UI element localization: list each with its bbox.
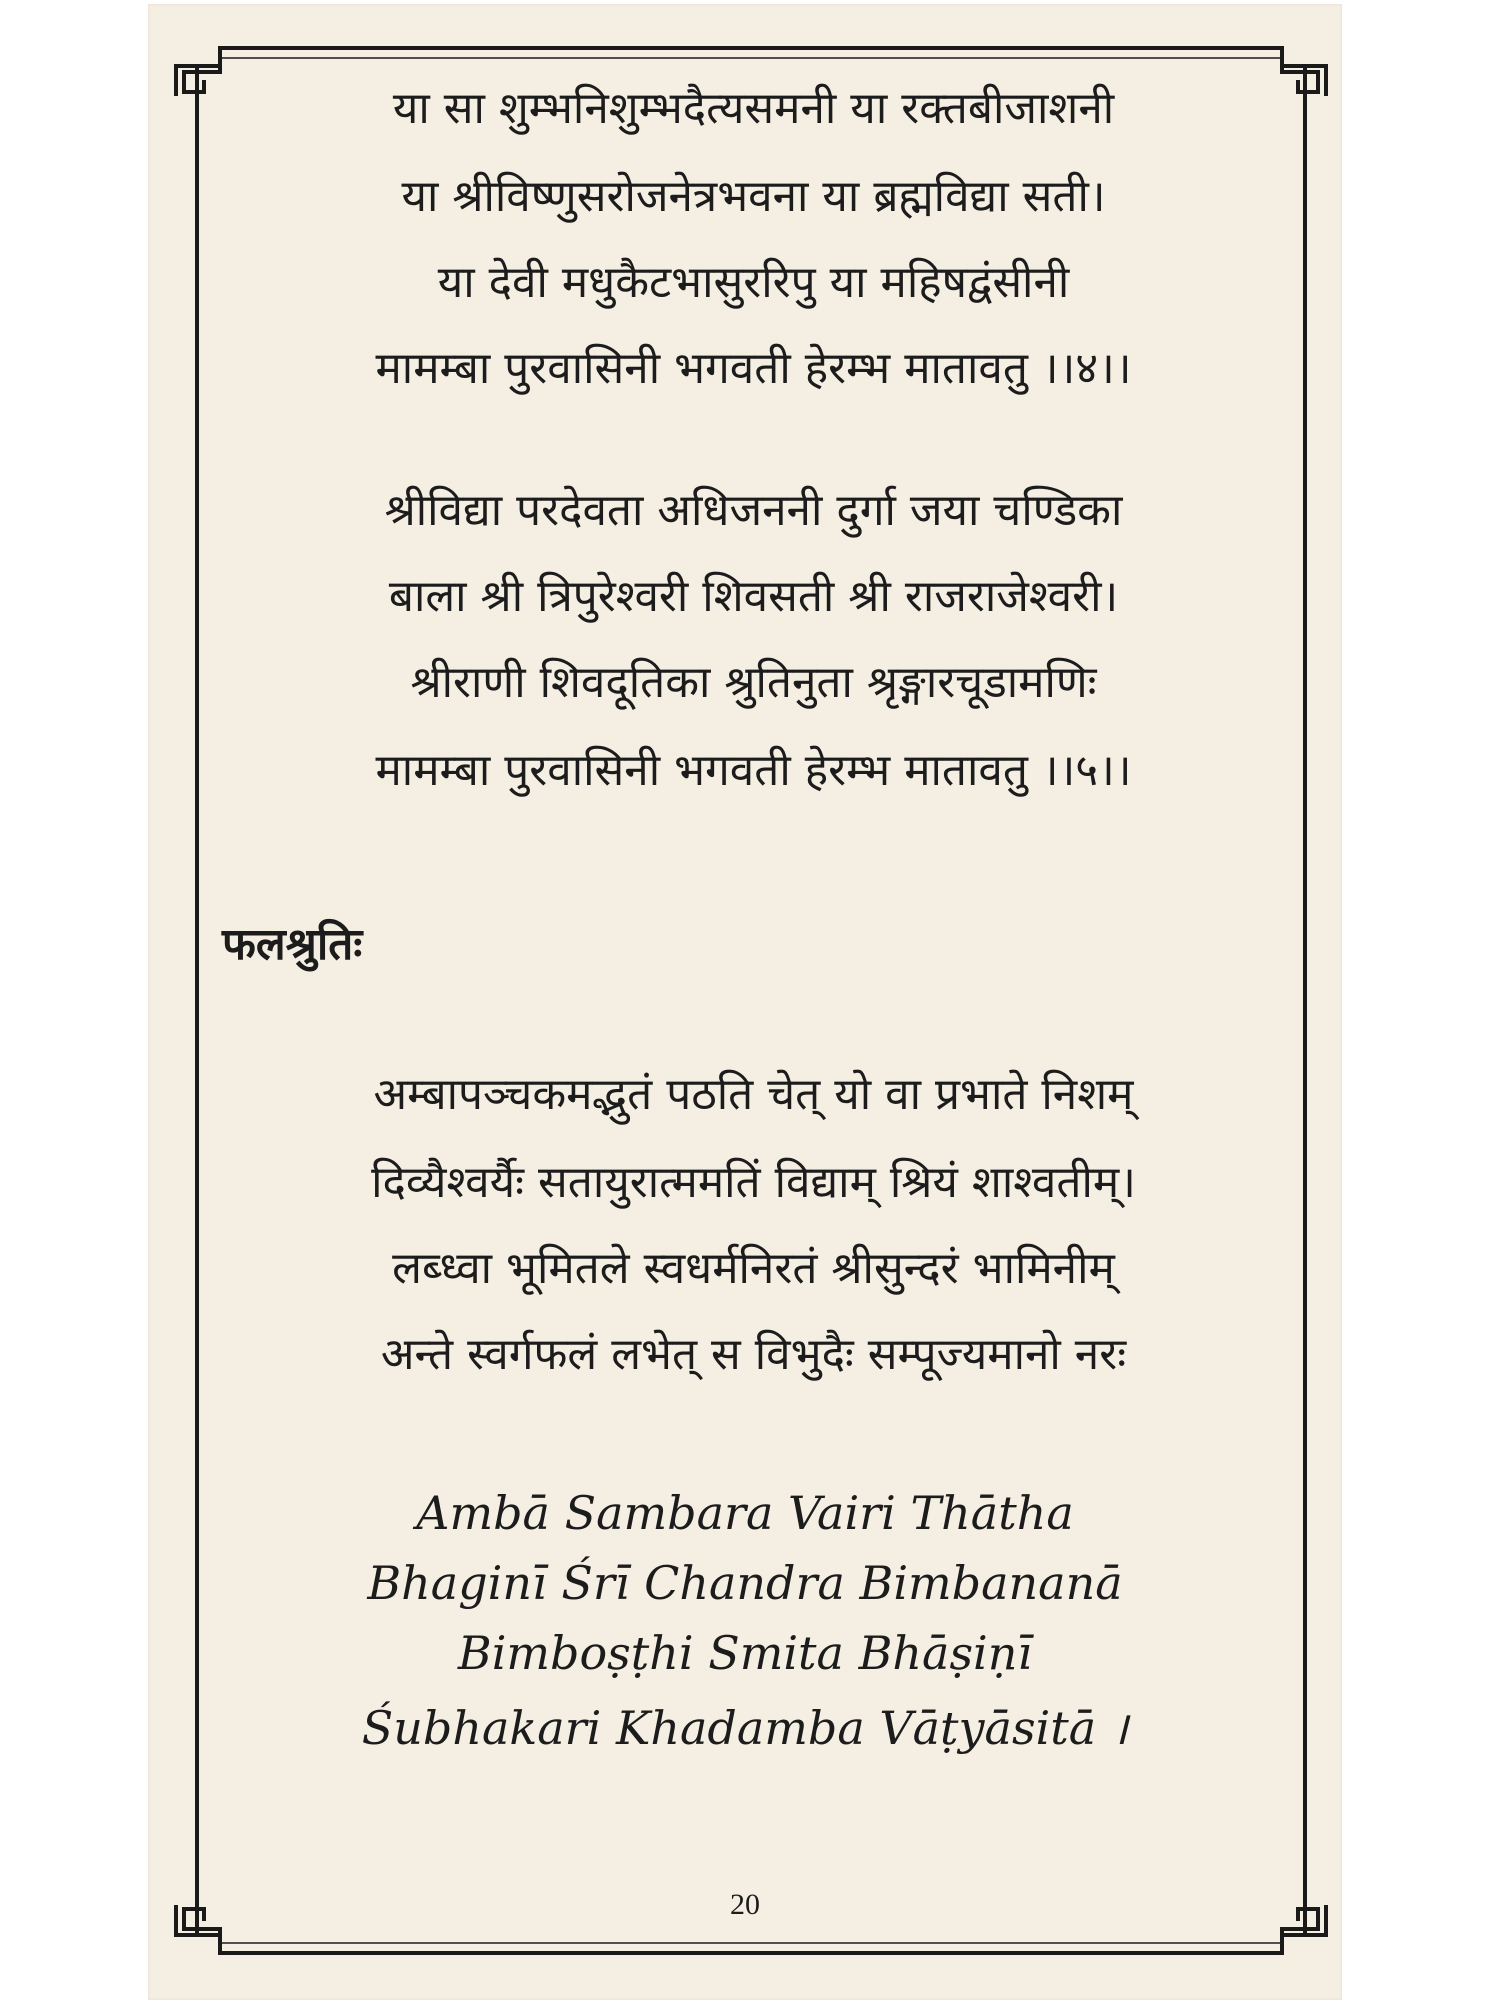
phalashruti-line-4: अन्ते स्वर्गफलं लभेत् स विभुदैः सम्पूज्यमानो नरः [380,1329,1127,1380]
transliteration-line-4: Śubhakari Khadamba Vāṭyāsitā । [361,1701,1129,1755]
phalashruti-line-2: दिव्यैश्वर्यैः सतायुरात्ममतिं विद्याम् श्रियं शाश्वतीम्। [371,1157,1136,1208]
verse5-line-2: बाला श्री त्रिपुरेश्वरी शिवसती श्री राजराजेश्वरी। [388,571,1119,622]
verse4-line-1: या सा शुम्भनिशुम्भदैत्यसमनी या रक्तबीजाशनी [392,83,1115,134]
verse4-line-4: मामम्बा पुरवासिनी भगवती हेरम्भ मातावतु ।।४।। [375,343,1132,394]
verse4-line-3: या देवी मधुकैटभासुररिपु या महिषद्वंसीनी [437,257,1070,308]
transliteration-line-2: Bhaginī Śrī Chandra Bimbananā [367,1556,1123,1610]
page-number: 20 [730,1888,760,1921]
phalashruti-line-1: अम्बापञ्चकमद्भुतं पठति चेत् यो वा प्रभाते निशम् [373,1069,1134,1120]
verse5-line-1: श्रीविद्या परदेवता अधिजननी दुर्गा जया चण्डिका [384,485,1123,536]
verse5-line-3: श्रीराणी शिवदूतिका श्रुतिनुता श्रृङ्गारचूडामणिः [410,657,1097,708]
phalashruti-heading: फलश्रुतिः [222,919,363,970]
transliteration-line-3: Bimboṣṭhi Smita Bhāṣiṇī [457,1626,1033,1680]
transliteration-line-1: Ambā Sambara Vairi Thātha [416,1486,1074,1540]
verse5-line-4: मामम्बा पुरवासिनी भगवती हेरम्भ मातावतु ।।५।। [375,745,1132,796]
phalashruti-line-3: लब्ध्वा भूमितले स्वधर्मनिरतं श्रीसुन्दरं भामिनीम् [392,1243,1115,1294]
verse4-line-2: या श्रीविष्णुसरोजनेत्रभवना या ब्रह्मविद्या सती। [401,171,1106,222]
